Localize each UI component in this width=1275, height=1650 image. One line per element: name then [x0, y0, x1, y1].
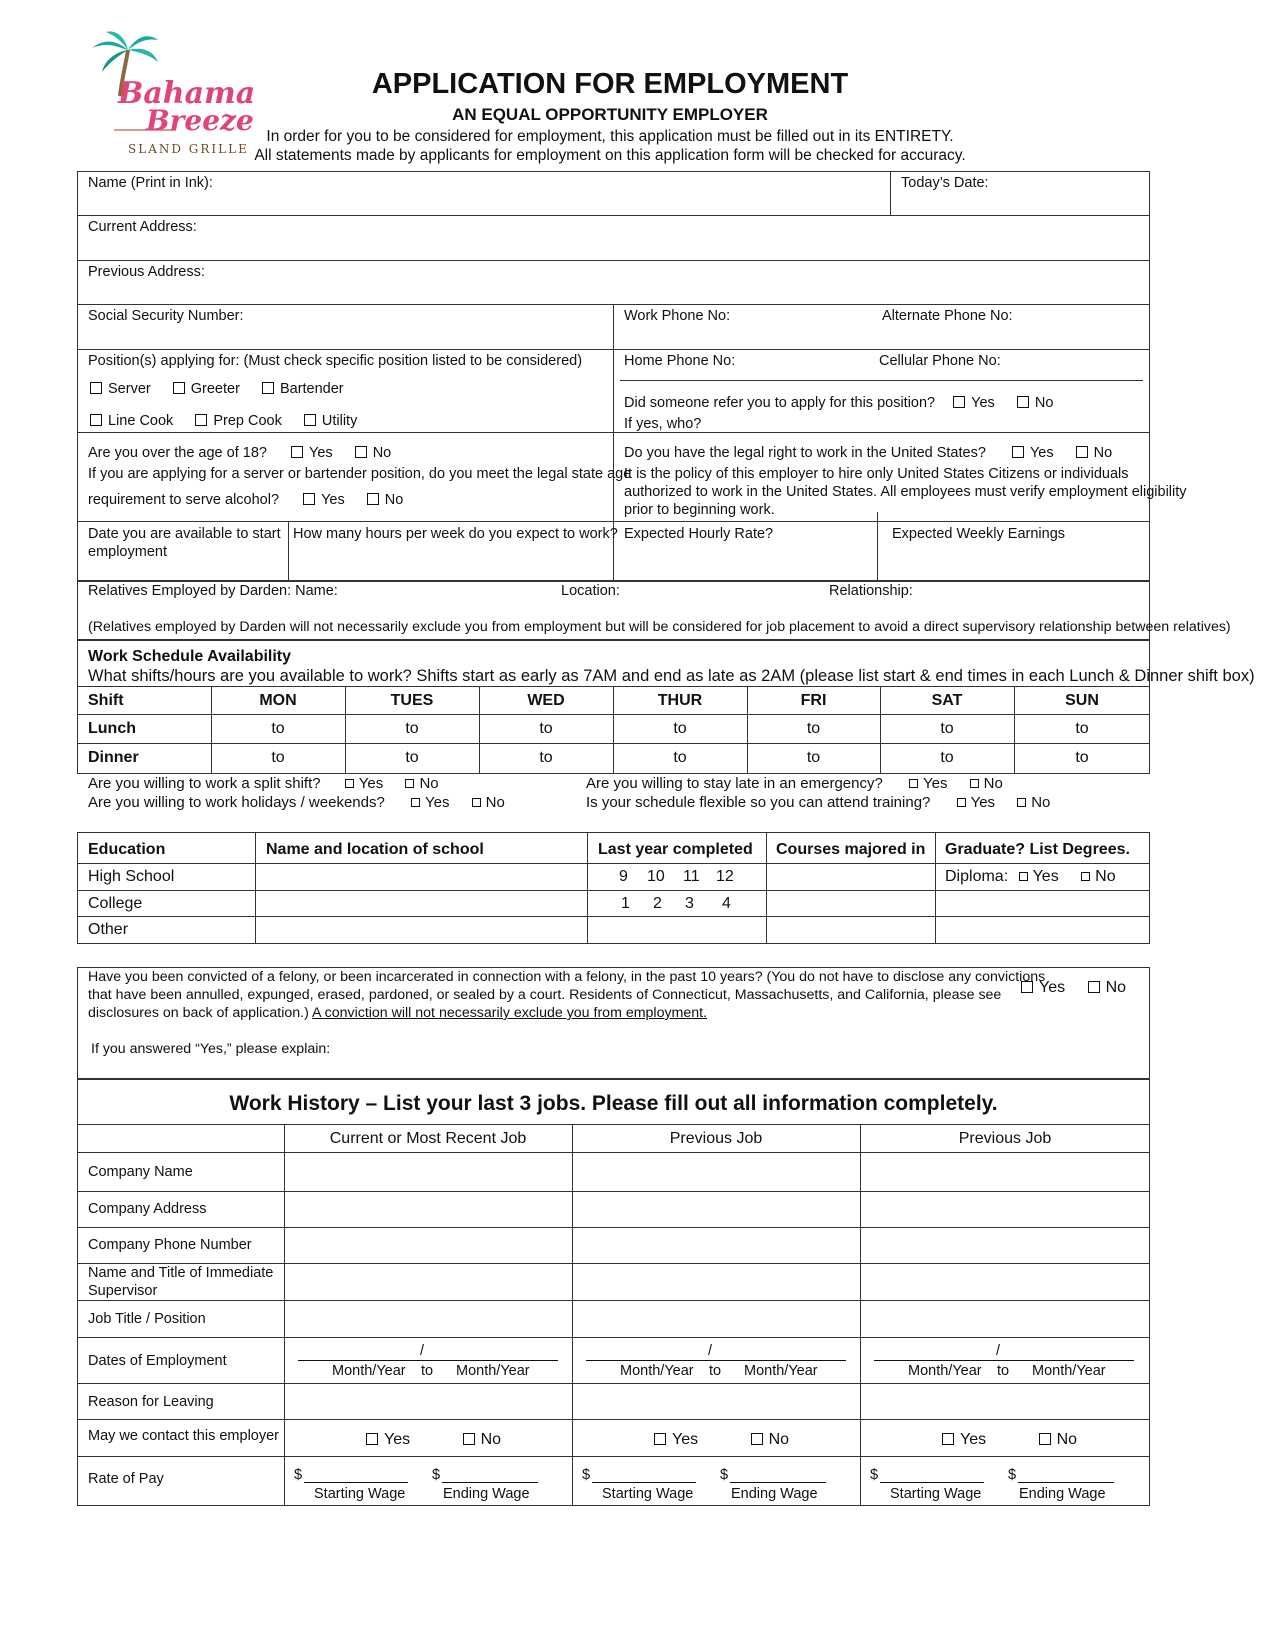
- ending-wage-line-1[interactable]: [730, 1482, 826, 1483]
- dates-end-label-0: Month/Year: [456, 1363, 530, 1379]
- supervisor-label-1: Name and Title of Immediate: [88, 1265, 274, 1281]
- diploma-no-checkbox[interactable]: [1081, 872, 1090, 881]
- relatives-relationship-field[interactable]: Relationship:: [829, 583, 913, 599]
- dates-line-2[interactable]: [874, 1360, 1134, 1361]
- relatives-name-field[interactable]: Relatives Employed by Darden: Name:: [88, 583, 338, 599]
- ending-wage-label-2: Ending Wage: [1019, 1486, 1106, 1502]
- date-field[interactable]: Today’s Date:: [901, 175, 989, 191]
- alt-phone-field[interactable]: Alternate Phone No:: [882, 308, 1013, 324]
- prep-cook-checkbox[interactable]: [195, 414, 207, 426]
- shift-header: Shift: [88, 692, 124, 709]
- referral-yes-checkbox[interactable]: [953, 396, 965, 408]
- cell-phone-field[interactable]: Cellular Phone No:: [879, 353, 1001, 369]
- dates-slash-1: /: [708, 1343, 713, 1359]
- felony-line-1: Have you been convicted of a felony, or been incarcerated in connection with a felony, in the past 10 years? (You do not have to disclose any convictions: [88, 969, 1046, 985]
- start-date-label-2: employment: [88, 544, 167, 560]
- stay-late-yes-checkbox[interactable]: [909, 779, 918, 788]
- dates-to-label-1: to: [709, 1363, 722, 1379]
- contact-employer-label: May we contact this employer: [88, 1428, 279, 1444]
- policy-line-1: It is the policy of this employer to hire only United States Citizens or individuals: [624, 466, 1129, 482]
- dates-slash-2: /: [996, 1343, 1001, 1359]
- high-school-label: High School: [88, 868, 175, 885]
- day-header-sun: SUN: [1065, 692, 1099, 709]
- referral-who-field[interactable]: If yes, who?: [624, 416, 702, 432]
- referral-question: Did someone refer you to apply for this position? Yes No: [624, 395, 1054, 411]
- college-label: College: [88, 895, 143, 912]
- hs-year-10[interactable]: 10: [647, 868, 665, 885]
- day-header-wed: WED: [527, 692, 565, 709]
- lunch-sat-cell[interactable]: to: [940, 720, 954, 737]
- flexible-question: Is your schedule flexible so you can attend training? Yes No: [586, 794, 1051, 811]
- contact-employer-options-2: Yes No: [942, 1430, 1077, 1450]
- over-18-yes-checkbox[interactable]: [291, 446, 303, 458]
- hs-year-9[interactable]: 9: [619, 868, 628, 885]
- day-header-tues: TUES: [390, 692, 434, 709]
- holidays-no-checkbox[interactable]: [472, 798, 481, 807]
- contact-yes-checkbox-2[interactable]: [942, 1433, 954, 1445]
- college-year-1[interactable]: 1: [621, 895, 630, 912]
- intro-line-1: In order for you to be considered for employment, this application must be filled out in its ENTIRETY.: [266, 128, 954, 145]
- starting-wage-dollar-1: $: [582, 1467, 591, 1483]
- contact-employer-options-0: Yes No: [366, 1430, 501, 1450]
- dates-line-1[interactable]: [586, 1360, 846, 1361]
- contact-employer-options-1: Yes No: [654, 1430, 789, 1450]
- job-column-previous-2: Previous Job: [958, 1130, 1052, 1147]
- page-title: APPLICATION FOR EMPLOYMENT: [371, 68, 849, 100]
- ending-wage-dollar-2: $: [1008, 1467, 1017, 1483]
- ending-wage-label-0: Ending Wage: [443, 1486, 530, 1502]
- contact-no-checkbox-1[interactable]: [751, 1433, 763, 1445]
- felony-explain-field[interactable]: If you answered “Yes,” please explain:: [91, 1041, 331, 1057]
- greeter-checkbox[interactable]: [173, 382, 185, 394]
- home-phone-field[interactable]: Home Phone No:: [624, 353, 736, 369]
- start-date-label-1[interactable]: Date you are available to start: [88, 526, 281, 542]
- dates-end-label-2: Month/Year: [1032, 1363, 1106, 1379]
- dates-to-label-0: to: [421, 1363, 434, 1379]
- supervisor-label-2: Supervisor: [88, 1283, 158, 1299]
- work-phone-field[interactable]: Work Phone No:: [624, 308, 731, 324]
- dinner-mon-cell[interactable]: to: [271, 749, 285, 766]
- legal-right-question: Do you have the legal right to work in the United States? Yes No: [624, 445, 1113, 461]
- dinner-sat-cell[interactable]: to: [940, 749, 954, 766]
- reason-leaving-label: Reason for Leaving: [88, 1394, 214, 1410]
- hs-year-12[interactable]: 12: [716, 868, 734, 885]
- starting-wage-line-0[interactable]: [304, 1482, 408, 1483]
- logo-text-breeze: Breeze: [146, 104, 254, 137]
- company-name-label: Company Name: [88, 1164, 193, 1180]
- starting-wage-line-2[interactable]: [880, 1482, 984, 1483]
- felony-line-3: disclosures on back of application.) A conviction will not necessarily exclude you from employment.: [88, 1005, 708, 1021]
- policy-line-2: authorized to work in the United States. All employees must verify employment eligibility: [624, 484, 1187, 500]
- contact-no-checkbox-2[interactable]: [1039, 1433, 1051, 1445]
- logo-text-bahama: Bahama: [118, 76, 256, 111]
- dates-start-label-0: Month/Year: [332, 1363, 406, 1379]
- line-cook-checkbox[interactable]: [90, 414, 102, 426]
- dinner-label: Dinner: [88, 749, 139, 766]
- bartender-checkbox[interactable]: [262, 382, 274, 394]
- starting-wage-dollar-0: $: [294, 1467, 303, 1483]
- split-shift-no-checkbox[interactable]: [405, 779, 414, 788]
- weekly-earnings-field[interactable]: Expected Weekly Earnings: [892, 526, 1066, 542]
- hs-year-11[interactable]: 11: [683, 868, 700, 885]
- felony-no-checkbox[interactable]: [1088, 981, 1100, 993]
- alcohol-yes-checkbox[interactable]: [303, 493, 315, 505]
- server-checkbox[interactable]: [90, 382, 102, 394]
- dinner-thur-cell[interactable]: to: [673, 749, 687, 766]
- ssn-field[interactable]: Social Security Number:: [88, 308, 244, 324]
- positions-label: Position(s) applying for: (Must check specific position listed to be considered): [88, 353, 583, 369]
- last-year-header: Last year completed: [598, 841, 753, 858]
- holidays-question: Are you willing to work holidays / weekends? Yes No: [88, 794, 505, 811]
- diploma-question: Diploma: Yes No: [945, 868, 1116, 885]
- college-year-3[interactable]: 3: [685, 895, 694, 912]
- flexible-no-checkbox[interactable]: [1017, 798, 1026, 807]
- starting-wage-dollar-2: $: [870, 1467, 879, 1483]
- flexible-yes-checkbox[interactable]: [957, 798, 966, 807]
- felony-yes-checkbox[interactable]: [1021, 981, 1033, 993]
- dates-line-0[interactable]: [298, 1360, 558, 1361]
- previous-address-field[interactable]: Previous Address:: [88, 264, 205, 280]
- contact-no-checkbox-0[interactable]: [463, 1433, 475, 1445]
- felony-answer: Yes No: [1021, 978, 1126, 998]
- contact-yes-checkbox-1[interactable]: [654, 1433, 666, 1445]
- policy-line-3: prior to beginning work.: [624, 502, 775, 518]
- split-shift-question: Are you willing to work a split shift? Yes No: [88, 775, 439, 792]
- ending-wage-dollar-1: $: [720, 1467, 729, 1483]
- rate-of-pay-label: Rate of Pay: [88, 1471, 164, 1487]
- relatives-note: (Relatives employed by Darden will not necessarily exclude you from employment but will be considered for job placement to avoid a direct supervisory relationship between relatives): [88, 619, 1231, 635]
- job-column-current: Current or Most Recent Job: [329, 1130, 527, 1147]
- dates-start-label-2: Month/Year: [908, 1363, 982, 1379]
- page-subtitle: AN EQUAL OPPORTUNITY EMPLOYER: [452, 105, 768, 124]
- college-year-4[interactable]: 4: [722, 895, 731, 912]
- stay-late-question: Are you willing to stay late in an emergency? Yes No: [586, 775, 1003, 792]
- ending-wage-line-0[interactable]: [442, 1482, 538, 1483]
- over-18-no-checkbox[interactable]: [355, 446, 367, 458]
- felony-line-2: that have been annulled, expunged, erased, pardoned, or sealed by a court. Residents of Connecticut, Massachusetts, and California, please see: [88, 987, 1002, 1003]
- lunch-sun-cell[interactable]: to: [1075, 720, 1089, 737]
- company-phone-label: Company Phone Number: [88, 1237, 252, 1253]
- utility-checkbox[interactable]: [304, 414, 316, 426]
- alcohol-question-line-1: If you are applying for a server or bartender position, do you meet the legal state age: [88, 466, 632, 482]
- stay-late-no-checkbox[interactable]: [970, 779, 979, 788]
- day-header-sat: SAT: [931, 692, 963, 709]
- day-header-mon: MON: [259, 692, 297, 709]
- dinner-fri-cell[interactable]: to: [806, 749, 821, 766]
- college-year-2[interactable]: 2: [653, 895, 662, 912]
- current-address-field[interactable]: Current Address:: [88, 219, 197, 235]
- lunch-wed-cell[interactable]: to: [539, 720, 553, 737]
- positions-row-2: Line Cook Prep Cook Utility: [90, 413, 357, 430]
- schedule-title: Work Schedule Availability: [88, 648, 292, 665]
- lunch-mon-cell[interactable]: to: [271, 720, 285, 737]
- graduate-header: Graduate? List Degrees.: [945, 841, 1130, 858]
- dates-end-label-1: Month/Year: [744, 1363, 818, 1379]
- intro-line-2: All statements made by applicants for employment on this application form will be checked for accuracy.: [254, 147, 966, 164]
- legal-right-yes-checkbox[interactable]: [1012, 446, 1024, 458]
- starting-wage-label-1: Starting Wage: [602, 1486, 694, 1502]
- dates-label: Dates of Employment: [88, 1353, 227, 1369]
- company-address-label: Company Address: [88, 1201, 207, 1217]
- alcohol-no-checkbox[interactable]: [367, 493, 379, 505]
- over-18-question: Are you over the age of 18? Yes No: [88, 445, 392, 461]
- hours-field[interactable]: How many hours per week do you expect to work?: [293, 526, 618, 542]
- starting-wage-line-1[interactable]: [592, 1482, 696, 1483]
- schedule-question: What shifts/hours are you available to work? Shifts start as early as 7AM and end as late as 2AM (please list start & end times in each Lunch & Dinner shift box): [88, 667, 1255, 685]
- school-name-header: Name and location of school: [266, 841, 484, 858]
- dinner-wed-cell[interactable]: to: [539, 749, 553, 766]
- dates-to-label-2: to: [997, 1363, 1010, 1379]
- legal-right-no-checkbox[interactable]: [1076, 446, 1088, 458]
- starting-wage-label-0: Starting Wage: [314, 1486, 406, 1502]
- other-label: Other: [88, 921, 129, 938]
- job-title-label: Job Title / Position: [88, 1311, 206, 1327]
- ending-wage-line-2[interactable]: [1018, 1482, 1114, 1483]
- logo-subtext: SLAND GRILLE: [128, 142, 249, 156]
- courses-header: Courses majored in: [776, 841, 926, 858]
- referral-no-checkbox[interactable]: [1017, 396, 1029, 408]
- alcohol-question-line-2: requirement to serve alcohol? Yes No: [88, 492, 404, 508]
- lunch-label: Lunch: [88, 720, 136, 737]
- lunch-fri-cell[interactable]: to: [806, 720, 821, 737]
- diploma-yes-checkbox[interactable]: [1019, 872, 1028, 881]
- day-header-fri: FRI: [800, 692, 827, 709]
- positions-row-1: Server Greeter Bartender: [90, 381, 344, 398]
- dinner-sun-cell[interactable]: to: [1075, 749, 1089, 766]
- dinner-tues-cell[interactable]: to: [405, 749, 419, 766]
- name-field[interactable]: Name (Print in Ink):: [88, 175, 213, 191]
- education-header: Education: [88, 841, 166, 858]
- job-column-previous-1: Previous Job: [669, 1130, 763, 1147]
- ending-wage-label-1: Ending Wage: [731, 1486, 818, 1502]
- lunch-tues-cell[interactable]: to: [405, 720, 419, 737]
- contact-yes-checkbox-0[interactable]: [366, 1433, 378, 1445]
- dates-slash-0: /: [420, 1343, 425, 1359]
- day-header-thur: THUR: [657, 692, 703, 709]
- holidays-yes-checkbox[interactable]: [411, 798, 420, 807]
- dates-start-label-1: Month/Year: [620, 1363, 694, 1379]
- lunch-thur-cell[interactable]: to: [673, 720, 687, 737]
- starting-wage-label-2: Starting Wage: [890, 1486, 982, 1502]
- ending-wage-dollar-0: $: [432, 1467, 441, 1483]
- split-shift-yes-checkbox[interactable]: [345, 779, 354, 788]
- work-history-title: Work History – List your last 3 jobs. Please fill out all information completely.: [229, 1092, 998, 1115]
- relatives-location-field[interactable]: Location:: [561, 583, 620, 599]
- hourly-rate-field[interactable]: Expected Hourly Rate?: [624, 526, 774, 542]
